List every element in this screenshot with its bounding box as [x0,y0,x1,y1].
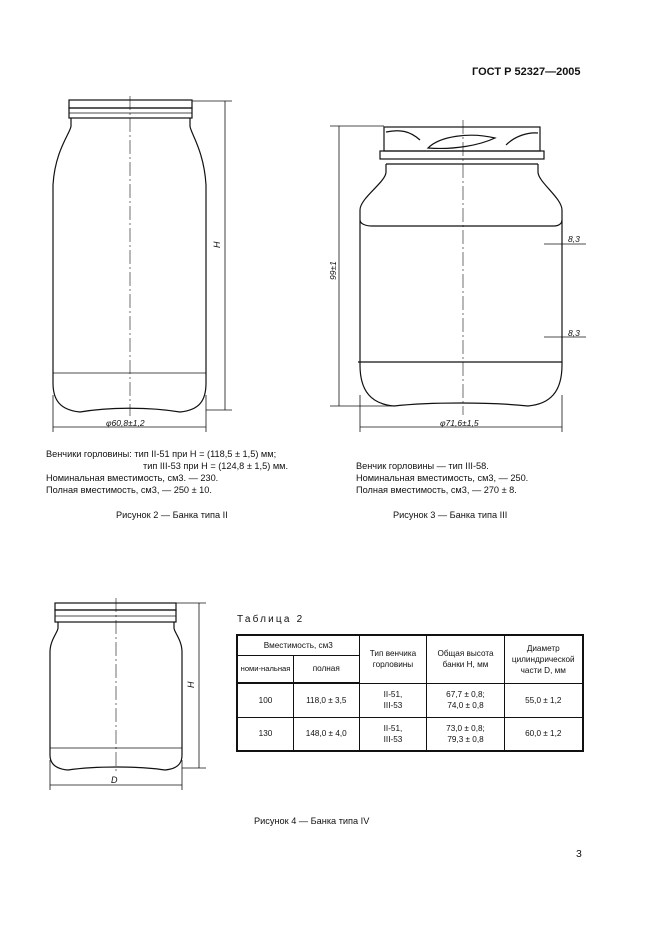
page-number: 3 [576,848,582,860]
cell-diameter: 60,0 ± 1,2 [504,717,583,751]
th-nominal: номи-нальная [237,655,294,683]
table-title: Таблица 2 [237,614,305,625]
th-capacity: Вместимость, см3 [237,635,359,655]
fig2-note-1: Венчики горловины: тип II-51 при H = (118,5 ± 1,5) мм; [46,449,277,459]
fig2-note-2: тип III-53 при H = (124,8 ± 1,5) мм. [143,461,288,471]
fig3-caption: Рисунок 3 — Банка типа III [393,510,508,520]
th-neck-type: Тип венчика горловины [359,635,427,683]
cell-neck: II-51, III-53 [359,683,427,717]
cell-height: 73,0 ± 0,8; 79,3 ± 0,8 [427,717,504,751]
cell-full: 118,0 ± 3,5 [294,683,360,717]
table-row [237,683,583,717]
fig2-caption: Рисунок 2 — Банка типа II [116,510,228,520]
fig4-height-label: H [186,681,196,688]
fig3-top-dim-label: 8,3 [568,234,580,244]
cell-nominal: 100 [237,683,294,717]
fig2-note-3: Номинальная вместимость, см3. — 230. [46,473,219,483]
fig4-diameter-label: D [111,775,118,785]
th-total-height: Общая высота банки H, мм [427,635,504,683]
fig3-height-label: 99±1 [328,261,338,280]
fig2-diameter-label: φ60,8±1,2 [106,418,145,428]
fig3-note-3: Полная вместимость, см3, — 270 ± 8. [356,485,517,495]
fig3-diameter-label: φ71,6±1,5 [440,418,479,428]
table-row [237,717,583,751]
cell-nominal: 130 [237,717,294,751]
fig2-note-4: Полная вместимость, см3, — 250 ± 10. [46,485,212,495]
fig4-caption: Рисунок 4 — Банка типа IV [254,816,370,826]
th-cyl-diameter: Диаметр цилиндрической части D, мм [504,635,583,683]
fig3-note-1: Венчик горловины — тип III-58. [356,461,489,471]
th-full: полная [294,655,360,683]
cell-diameter: 55,0 ± 1,2 [504,683,583,717]
fig2-height-label: H [212,241,222,248]
fig3-note-2: Номинальная вместимость, см3, — 250. [356,473,529,483]
cell-neck: II-51, III-53 [359,717,427,751]
cell-height: 67,7 ± 0,8; 74,0 ± 0,8 [427,683,504,717]
cell-full: 148,0 ± 4,0 [294,717,360,751]
table-2 [236,634,584,752]
document-standard-number: ГОСТ Р 52327—2005 [472,66,581,78]
fig3-bottom-dim-label: 8,3 [568,328,580,338]
